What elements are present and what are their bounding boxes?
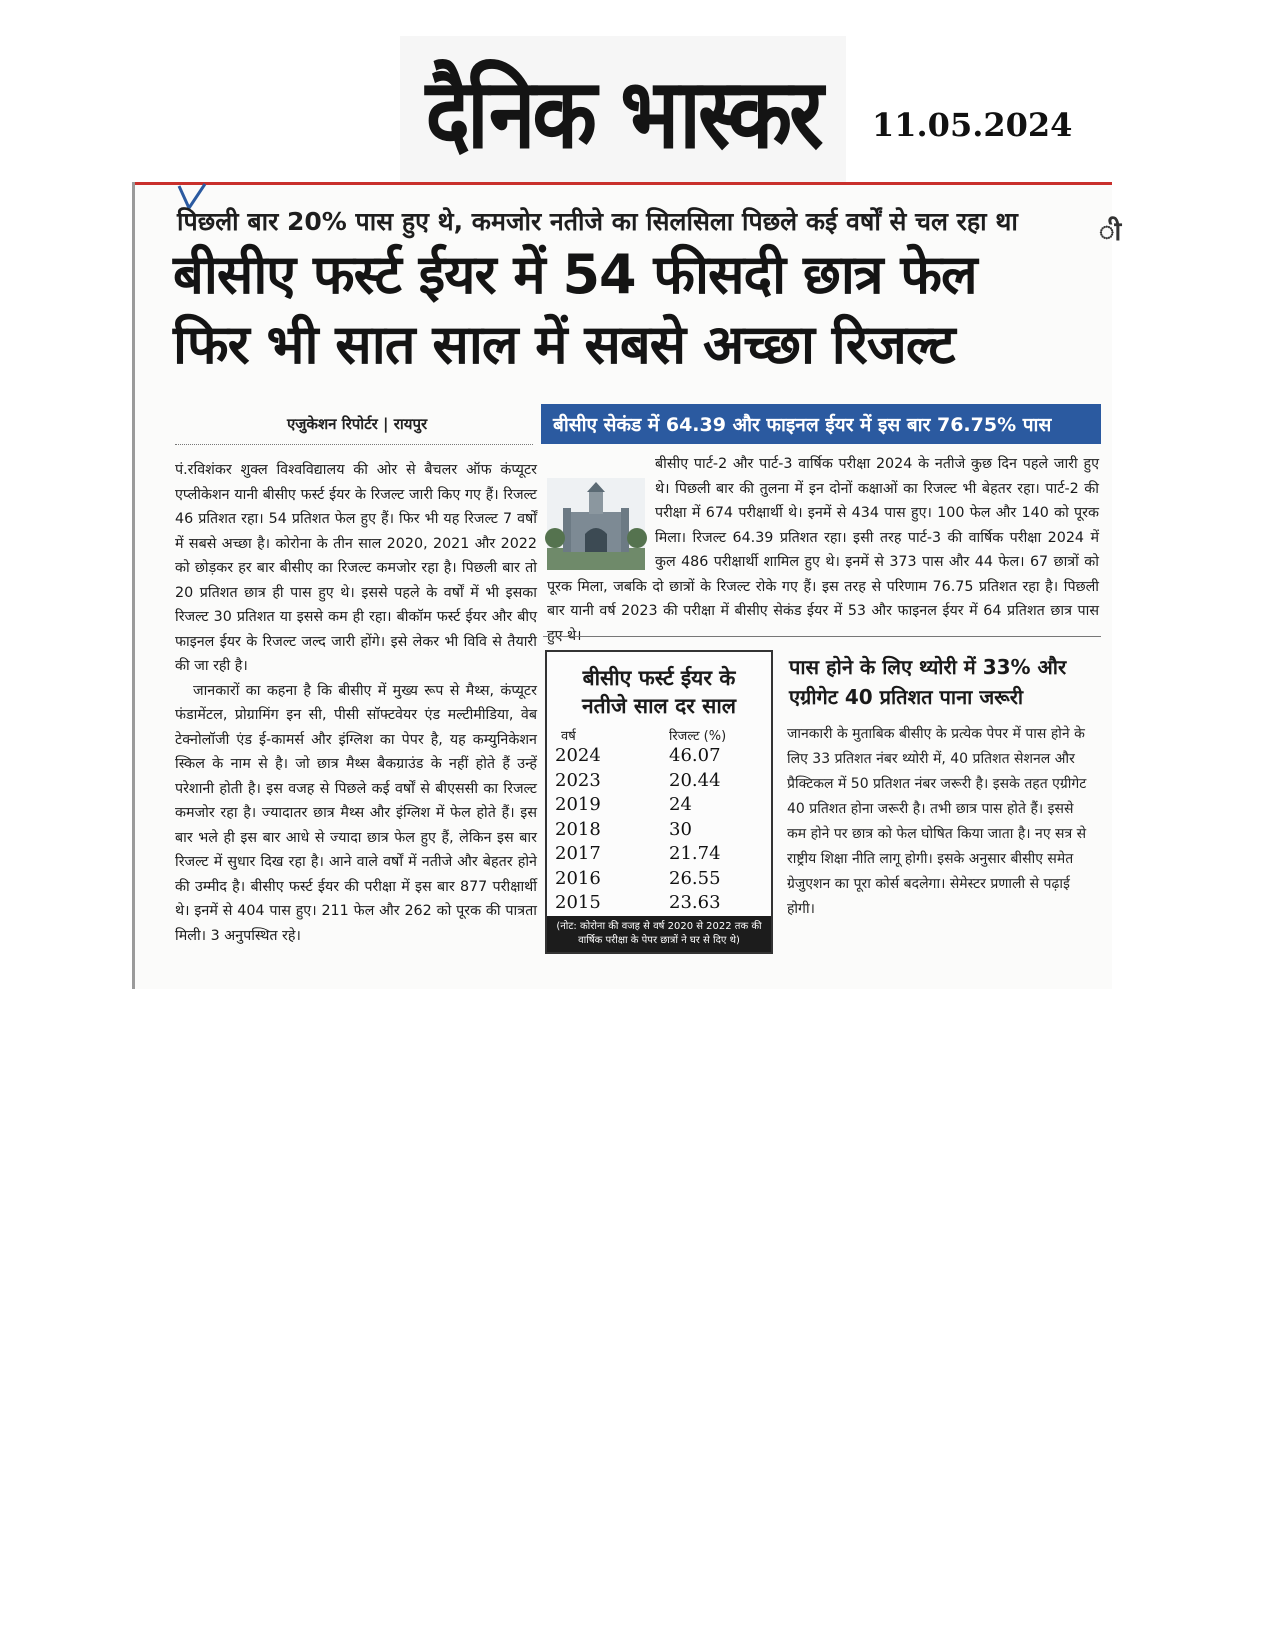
result-cell: 24 <box>669 794 692 815</box>
table-row <box>555 867 771 892</box>
newspaper-masthead <box>400 36 846 182</box>
column-header-year: वर्ष <box>561 729 576 744</box>
table-title <box>547 664 771 720</box>
table-footnote: (नोट: कोरोना की वजह से वर्ष 2020 से 2022 तक की वार्षिक परीक्षा के पेपर छात्रों ने घर से दिए थे) <box>547 916 771 952</box>
side-article-body <box>787 722 1091 922</box>
table-title-line: बीसीए फर्स्ट ईयर के <box>582 666 736 690</box>
table-row <box>555 891 771 916</box>
newspaper-logo: दैनिक भास्कर <box>425 56 821 170</box>
year-cell: 2017 <box>555 843 601 864</box>
result-cell: 26.55 <box>669 867 721 889</box>
section-divider <box>543 636 1101 637</box>
side-headline-line: पास होने के लिए थ्योरी में 33% और <box>789 655 1067 679</box>
byline: एजुकेशन रिपोर्टर | रायपुर <box>287 415 428 433</box>
university-gate-photo <box>547 478 645 570</box>
result-cell: 21.74 <box>669 843 721 864</box>
right-top-column <box>547 452 1099 648</box>
year-cell: 2023 <box>555 769 601 791</box>
paragraph: पं.रविशंकर शुक्ल विश्वविद्यालय की ओर से बैचलर ऑफ कंप्यूटर एप्लीकेशन यानी बीसीए फर्स्ट ईयर के रिजल्ट जारी किए गए हैं। रिजल्ट 46 प्रतिशत रहा। 54 प्रतिशत फेल हुए हैं। फिर भी यह रिजल्ट 7 वर्षों में सबसे अच्छा है। कोरोना के तीन साल 2020, 2021 और 2022 को छोड़कर हर बार बीसीए का रिजल्ट कमजोर रहा है। पिछली बार तो 20 प्रतिशत छात्र ही पास हुए थे। इससे पहले के वर्षों में भी इसका रिजल्ट 30 प्रतिशत या इससे कम ही रहा। बीकॉम फर्स्ट ईयर और बीए फाइनल ईयर के रिजल्ट जल्द जारी होंगे। इसे लेकर भी विवि से तैयारी की जा रही है। <box>175 462 537 674</box>
side-headline-line: एग्रीगेट 40 प्रतिशत पाना जरूरी <box>789 685 1024 709</box>
year-cell: 2024 <box>555 745 601 766</box>
table-row <box>555 842 771 867</box>
table-row <box>555 769 771 794</box>
adjacent-article-edge: ी <box>1099 217 1122 247</box>
year-cell: 2015 <box>555 892 601 913</box>
kicker-headline: पिछली बार 20% पास हुए थे, कमजोर नतीजे का सिलसिला पिछले कई वर्षों से चल रहा था <box>177 207 1018 236</box>
result-cell: 20.44 <box>669 769 721 791</box>
table-row <box>555 818 771 843</box>
headline-line-1: बीसीए फर्स्ट ईयर में 54 फीसदी छात्र फेल <box>173 243 977 306</box>
year-cell: 2018 <box>555 818 601 840</box>
byline-divider <box>175 444 533 445</box>
table-row <box>555 793 771 818</box>
year-cell: 2016 <box>555 867 601 889</box>
paragraph: जानकारी के मुताबिक बीसीए के प्रत्येक पेपर में पास होने के लिए 33 प्रतिशत नंबर थ्योरी में, 40 प्रतिशत सेशनल और प्रैक्टिकल में 50 प्रतिशत नंबर जरूरी है। इसके तहत एग्रीगेट 40 प्रतिशत होना जरूरी है। तभी छात्र पास होते हैं। इससे कम होने पर छात्र को फेल घोषित किया जाता है। नए सत्र से राष्ट्रीय शिक्षा नीति लागू होगी। इसके अनुसार बीसीए समेत ग्रेजुएशन का पूरा कोर्स बदलेगा। सेमेस्टर प्रणाली से पढ़ाई होगी। <box>787 726 1087 917</box>
result-cell: 23.63 <box>669 892 721 913</box>
left-column <box>175 458 537 948</box>
table-title-line: नतीजे साल दर साल <box>581 694 737 718</box>
result-cell: 30 <box>669 818 692 840</box>
paragraph: जानकारों का कहना है कि बीसीए में मुख्य रूप से मैथ्स, कंप्यूटर फंडामेंटल, प्रोग्रामिंग इन सी, पीसी सॉफ्टवेयर एंड मल्टीमीडिया, वेब टेक्नोलॉजी एंड ई-कामर्स और इंग्लिश का पेपर है, यह कम्युनिकेशन स्किल के नाम से है। जो छात्र मैथ्स बैकग्राउंड के नहीं होते हैं उन्हें परेशानी होती है। इस वजह से पिछले कई वर्षों से बीएससी का रिजल्ट कमजोर रहा है। ज्यादातर छात्र मैथ्स और इंग्लिश में फेल होते हैं। इस बार भले ही इस बार आधे से ज्यादा छात्र फेल हुए हैं, लेकिन इस बार रिजल्ट में सुधार दिख रहा है। आने वाले वर्षों में नतीजे और बेहतर होने की उम्मीद है। बीसीए फर्स्ट ईयर की परीक्षा में इस बार 877 परीक्षार्थी थे। इनमें से 404 पास हुए। 211 फेल और 262 को पूरक की पात्रता मिली। 3 अनुपस्थित रहे। <box>175 682 537 944</box>
top-rule <box>135 182 1112 185</box>
publication-date: 11.05.2024 <box>872 106 1073 144</box>
news-clipping <box>132 182 1122 989</box>
subheading-banner: बीसीए सेकंड में 64.39 और फाइनल ईयर में इस बार 76.75% पास <box>541 404 1101 444</box>
table-row <box>555 744 771 769</box>
column-header-result: रिजल्ट (%) <box>669 729 727 744</box>
year-cell: 2019 <box>555 794 601 815</box>
table-header <box>561 726 771 744</box>
headline-line-2: फिर भी सात साल में सबसे अच्छा रिजल्ट <box>173 313 955 376</box>
side-headline <box>789 652 1105 712</box>
result-cell: 46.07 <box>669 745 721 766</box>
main-headline <box>173 240 1103 380</box>
table-body <box>547 744 771 916</box>
paragraph: बीसीए पार्ट-2 और पार्ट-3 वार्षिक परीक्षा 2024 के नतीजे कुछ दिन पहले जारी हुए थे। पिछली बार की तुलना में इन दोनों कक्षाओं का रिजल्ट भी बेहतर रहा। पार्ट-2 की परीक्षा में 674 परीक्षार्थी थे। इनमें से 434 पास हुए। 100 फेल और 140 को पूरक मिला। रिजल्ट 64.39 प्रतिशत रहा। इसी तरह पार्ट-3 की वार्षिक परीक्षा 2024 में कुल 486 परीक्षार्थी शामिल हुए थे। इनमें से 373 पास और 44 फेल। 67 छात्रों को पूरक मिला, जबकि दो छात्रों के रिजल्ट रोके गए हैं। इस तरह से परिणाम 76.75 प्रतिशत रहा है। पिछली बार यानी वर्ष 2023 की परीक्षा में बीसीए सेकंड ईयर में 53 और फाइनल ईयर में 64 प्रतिशत छात्र पास हुए थे। <box>547 456 1099 644</box>
results-table-box <box>545 650 773 954</box>
